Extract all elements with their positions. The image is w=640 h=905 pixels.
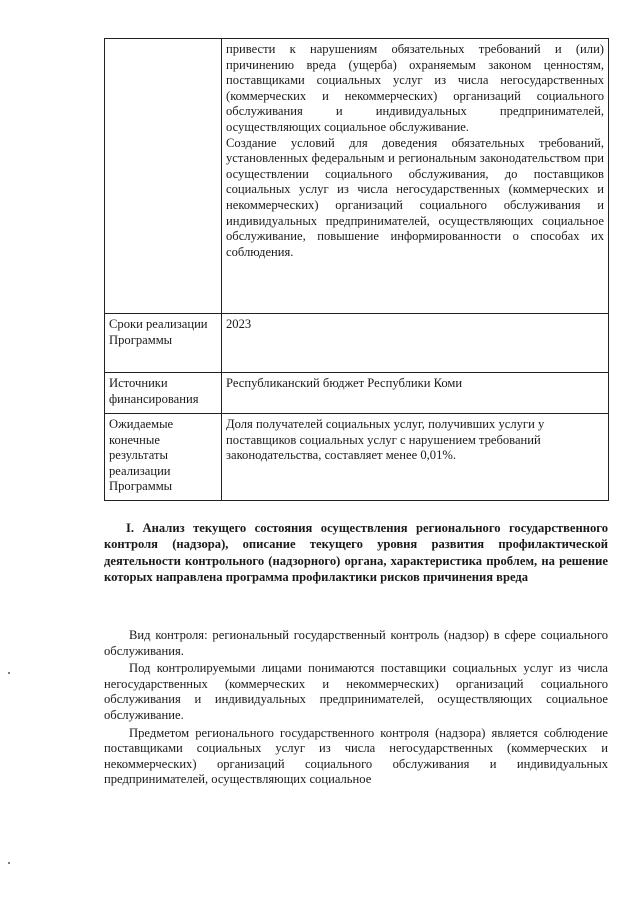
row-label-results: Ожидаемые конечные результаты реализации Программы xyxy=(105,414,222,501)
paragraph-control-subject: Предметом регионального государственного контроля (надзора) является соблюдение поставщиками социальных услуг из числа негосударственных (коммерческих и некоммерческих) организаций социального обслуживания и индивидуальных предпринимателей, осуществляющих социальное xyxy=(104,725,608,787)
row-value-goals xyxy=(222,39,609,314)
paragraph-controlled-persons: Под контролируемыми лицами понимаются поставщики социальных услуг из числа негосударственных (коммерческих и некоммерческих) организаций социального обслуживания и индивидуальных предпринимателей, осуществляющих социальное обслуживание. xyxy=(104,661,608,722)
section-body xyxy=(104,628,608,790)
goals-paragraph-1: привести к нарушениям обязательных требований и (или) причинению вреда (ущерба) охраняемым законом ценностям, поставщиками социальных услуг из числа негосударственных (коммерческих и некоммерческих) организаций социального обслуживания и индивидуальных предпринимателей, осуществляющих социальное обслуживание. xyxy=(226,42,604,134)
row-label-period: Сроки реализации Программы xyxy=(105,314,222,373)
row-label-funding: Источники финансирования xyxy=(105,373,222,414)
row-value-funding: Республиканский бюджет Республики Коми xyxy=(222,373,609,414)
table-row xyxy=(105,373,609,414)
paragraph-control-type: Вид контроля: региональный государственный контроль (надзор) в сфере социального обслуживания. xyxy=(104,628,608,658)
scan-speck xyxy=(8,672,10,674)
row-label-empty xyxy=(105,39,222,314)
table-row xyxy=(105,414,609,501)
table-row xyxy=(105,39,609,314)
row-value-results: Доля получателей социальных услуг, получивших услуги у поставщиков социальных услуг с нарушением требований законодательства, составляет менее 0,01%. xyxy=(222,414,609,501)
row-value-period: 2023 xyxy=(222,314,609,373)
section-heading: I. Анализ текущего состояния осуществления регионального государственного контроля (надзора), описание текущего уровня развития профилактической деятельности контрольного (надзорного) органа, характеристика проблем, на решение которых направлена программа профилактики рисков причинения вреда xyxy=(104,521,608,585)
table-row xyxy=(105,314,609,373)
goals-paragraph-2: Создание условий для доведения обязательных требований, установленных федеральным и региональным законодательством при осуществлении социального обслуживания, до поставщиков социальных услуг из числа негосударственных (коммерческих и некоммерческих) организаций социального обслуживания и индивидуальных предпринимателей, осуществляющих социальное обслуживание, повышение информированности о способах их соблюдения. xyxy=(226,135,604,259)
scan-speck xyxy=(8,862,10,864)
program-passport-table xyxy=(104,38,609,501)
